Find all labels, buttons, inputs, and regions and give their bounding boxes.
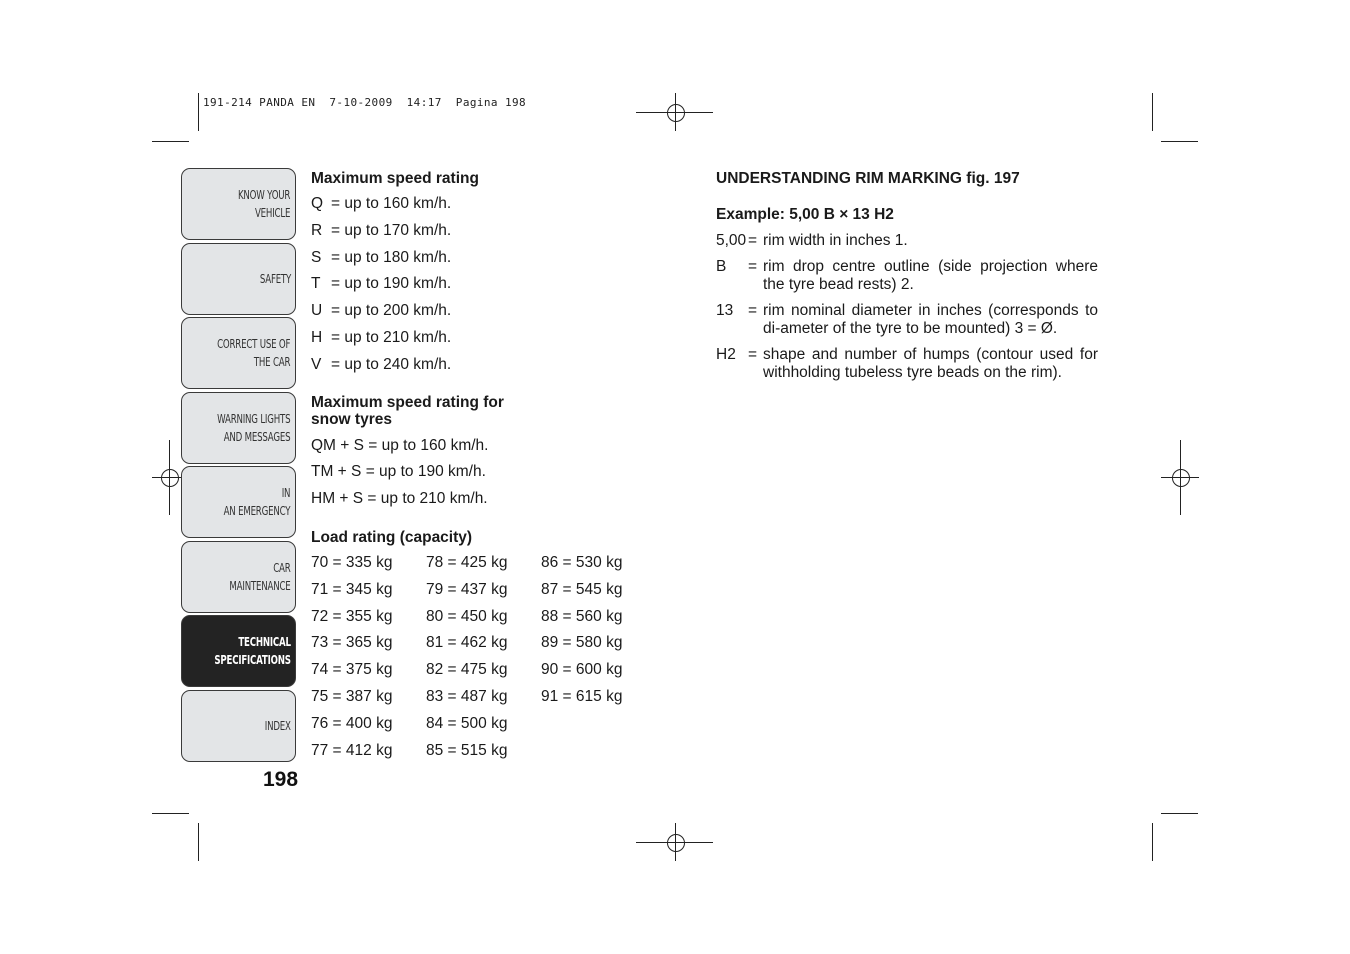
speed-value: = up to 170 km/h. bbox=[331, 221, 452, 239]
table-cell bbox=[541, 711, 641, 738]
table-cell: 88 = 560 kg bbox=[541, 607, 623, 625]
crop-mark bbox=[152, 141, 189, 142]
speed-code: T bbox=[311, 275, 321, 293]
right-column bbox=[716, 170, 1098, 390]
rim-marking-example: Example: 5,00 B × 13 H2 bbox=[716, 206, 894, 223]
definition-term: 5,00 bbox=[716, 232, 747, 249]
list-item bbox=[311, 298, 651, 325]
definition-text: rim nominal diameter in inches (corresponds to di-ameter of the tyre to be mounted) 3 = Ø. bbox=[763, 302, 1098, 337]
crop-mark bbox=[198, 93, 199, 131]
table-cell: 78 = 425 kg bbox=[426, 553, 508, 571]
registration-circle bbox=[667, 834, 685, 852]
print-header: 191-214 PANDA EN 7-10-2009 14:17 Pagina 198 bbox=[203, 96, 527, 109]
list-item: TM + S = up to 190 km/h. bbox=[311, 463, 486, 481]
speed-code: S bbox=[311, 248, 322, 266]
registration-circle bbox=[161, 469, 179, 487]
tab-know-your-vehicle[interactable] bbox=[181, 168, 296, 240]
speed-code: R bbox=[311, 221, 323, 239]
definition-item bbox=[716, 258, 1098, 294]
tab-correct-use[interactable] bbox=[181, 317, 296, 389]
tab-label: SAFETY bbox=[259, 271, 291, 286]
definition-equals: = bbox=[748, 346, 758, 363]
list-item: HM + S = up to 210 km/h. bbox=[311, 490, 488, 508]
crop-mark bbox=[1152, 93, 1153, 131]
table-cell: 87 = 545 kg bbox=[541, 580, 623, 598]
list-item bbox=[311, 191, 651, 218]
definition-term: H2 bbox=[716, 346, 736, 363]
tab-safety[interactable] bbox=[181, 243, 296, 315]
table-cell: 81 = 462 kg bbox=[426, 634, 508, 652]
speed-code: U bbox=[311, 302, 323, 320]
tab-label: TECHNICAL SPECIFICATIONS bbox=[214, 635, 291, 667]
table-cell: 74 = 375 kg bbox=[311, 661, 393, 679]
tab-warning-lights[interactable] bbox=[181, 392, 296, 464]
definition-item bbox=[716, 346, 1098, 382]
definition-text: rim width in inches 1. bbox=[763, 232, 908, 249]
tab-technical-specifications[interactable] bbox=[181, 615, 296, 687]
table-cell: 72 = 355 kg bbox=[311, 607, 393, 625]
tab-label: KNOW YOUR VEHICLE bbox=[238, 188, 291, 220]
crop-mark bbox=[152, 813, 189, 814]
speed-code: V bbox=[311, 355, 322, 373]
tab-label: INDEX bbox=[264, 718, 291, 733]
tab-label: CAR MAINTENANCE bbox=[229, 560, 291, 593]
tab-label: WARNING LIGHTS AND MESSAGES bbox=[217, 411, 291, 444]
crop-mark bbox=[198, 823, 199, 861]
speed-code: Q bbox=[311, 195, 324, 212]
definition-equals: = bbox=[748, 232, 758, 249]
registration-circle bbox=[667, 104, 685, 122]
crop-mark bbox=[1161, 141, 1198, 142]
snow-tyres-list bbox=[311, 433, 651, 513]
page-number: 198 bbox=[263, 768, 299, 791]
speed-code: H bbox=[311, 328, 323, 346]
table-cell: 71 = 345 kg bbox=[311, 580, 393, 598]
list-item bbox=[311, 271, 651, 298]
crop-mark bbox=[1152, 823, 1153, 861]
crop-mark bbox=[1161, 813, 1198, 814]
definition-equals: = bbox=[748, 302, 758, 319]
list-item bbox=[311, 325, 651, 352]
speed-value: = up to 240 km/h. bbox=[331, 355, 452, 373]
speed-value: = up to 200 km/h. bbox=[331, 302, 452, 320]
tab-car-maintenance[interactable] bbox=[181, 541, 296, 613]
table-cell: 89 = 580 kg bbox=[541, 634, 623, 652]
snow-tyres-heading: Maximum speed rating for snow tyres bbox=[311, 393, 504, 428]
load-rating-heading: Load rating (capacity) bbox=[311, 528, 473, 546]
definition-item bbox=[716, 302, 1098, 338]
table-cell: 77 = 412 kg bbox=[311, 741, 393, 759]
tab-emergency[interactable] bbox=[181, 466, 296, 538]
table-cell: 86 = 530 kg bbox=[541, 553, 623, 571]
speed-value: = up to 160 km/h. bbox=[331, 195, 452, 212]
table-cell: 70 = 335 kg bbox=[311, 553, 393, 571]
definition-equals: = bbox=[748, 258, 758, 275]
table-cell bbox=[541, 738, 641, 765]
table-cell: 85 = 515 kg bbox=[426, 741, 508, 759]
tab-label: IN AN EMERGENCY bbox=[223, 486, 291, 518]
definition-text: rim drop centre outline (side projection where the tyre bead rests) 2. bbox=[763, 258, 1098, 293]
table-cell: 76 = 400 kg bbox=[311, 714, 393, 732]
speed-value: = up to 190 km/h. bbox=[331, 275, 452, 293]
left-column bbox=[311, 170, 651, 764]
speed-value: = up to 210 km/h. bbox=[331, 328, 452, 346]
speed-rating-list bbox=[311, 191, 651, 379]
list-item bbox=[311, 352, 651, 379]
table-cell: 73 = 365 kg bbox=[311, 634, 393, 652]
tab-label: CORRECT USE OF THE CAR bbox=[217, 337, 291, 369]
rim-marking-heading: UNDERSTANDING RIM MARKING fig. 197 bbox=[716, 170, 1020, 187]
registration-circle bbox=[1172, 469, 1190, 487]
definition-term: B bbox=[716, 258, 727, 275]
tab-index[interactable] bbox=[181, 690, 296, 762]
load-rating-table bbox=[311, 550, 651, 764]
table-cell: 83 = 487 kg bbox=[426, 687, 508, 705]
list-item bbox=[311, 245, 651, 272]
definition-text: shape and number of humps (contour used for withholding tubeless tyre beads on the rim). bbox=[763, 346, 1098, 381]
table-cell: 90 = 600 kg bbox=[541, 661, 623, 679]
speed-rating-heading: Maximum speed rating bbox=[311, 170, 479, 187]
table-cell: 80 = 450 kg bbox=[426, 607, 508, 625]
speed-value: = up to 180 km/h. bbox=[331, 248, 452, 266]
table-cell: 84 = 500 kg bbox=[426, 714, 508, 732]
definition-term: 13 bbox=[716, 302, 734, 319]
list-item: QM + S = up to 160 km/h. bbox=[311, 436, 489, 454]
table-cell: 82 = 475 kg bbox=[426, 661, 508, 679]
table-cell: 91 = 615 kg bbox=[541, 687, 623, 705]
table-cell: 75 = 387 kg bbox=[311, 687, 393, 705]
definition-item bbox=[716, 232, 1098, 250]
table-cell: 79 = 437 kg bbox=[426, 580, 508, 598]
list-item bbox=[311, 218, 651, 245]
